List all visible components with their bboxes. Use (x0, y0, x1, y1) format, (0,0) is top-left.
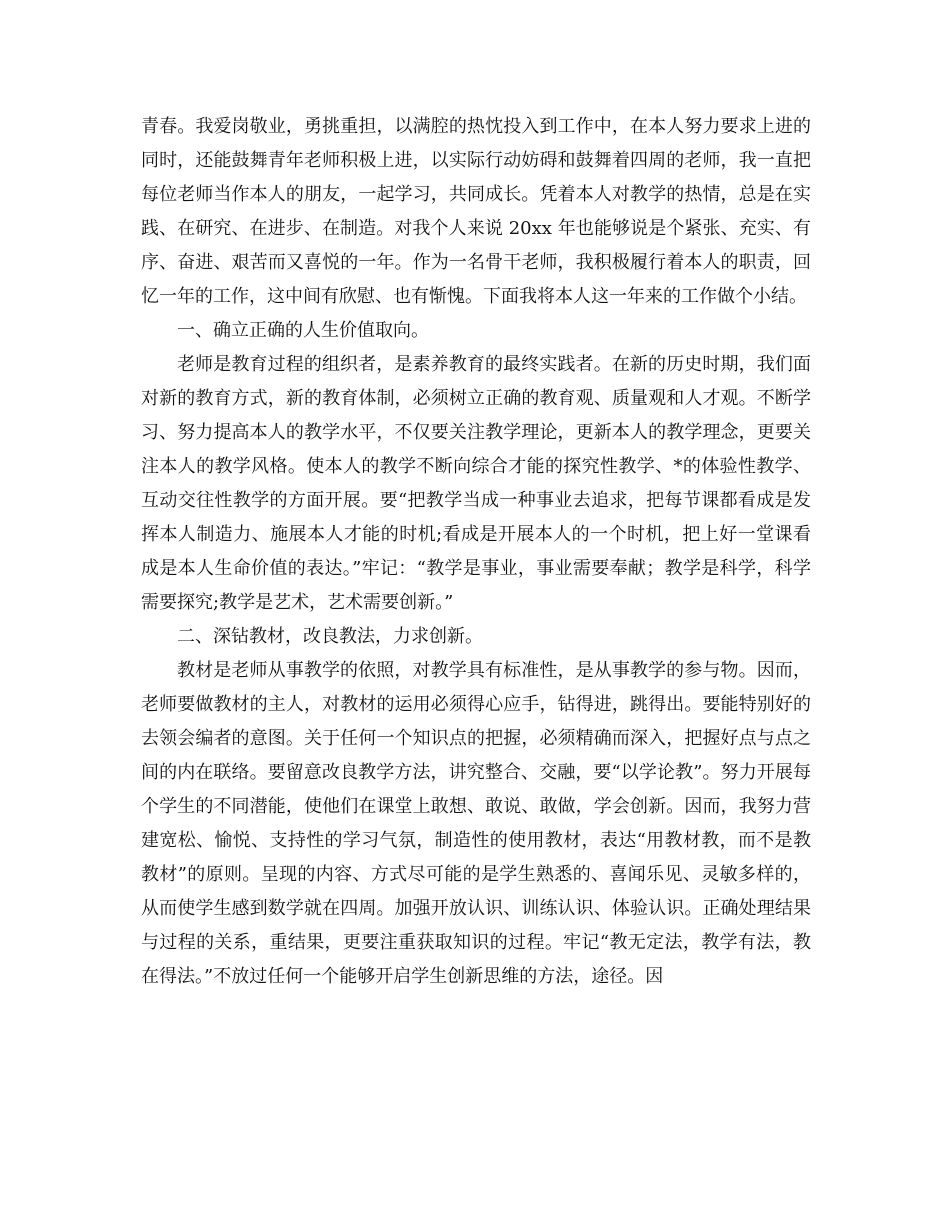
section-heading: 一、确立正确的人生价值取向。 (177, 320, 429, 341)
body-paragraph: 青春。我爱岗敬业，勇挑重担，以满腔的热忱投入到工作中，在本人努力要求上进的同时，还能鼓舞青年老师积极上进，以实际行动妨碍和鼓舞着四周的老师，我一直把每位老师当作本人的朋友，一起学习，共同成长。凭着本人对教学的热情，总是在实践、在研究、在进步、在制造。对我个人来说 20xx 年也能够说是个紧张、充实、有序、奋进、艰苦而又喜悦的一年。作为一名骨干老师，我积极履行着本人的职责，回忆一年的工作，这中间有欣慰、也有惭愧。下面我将本人这一年来的工作做个小结。 (141, 116, 811, 307)
body-paragraph: 教材是老师从事教学的依照，对教学具有标准性，是从事教学的参与物。因而，老师要做教材的主人，对教材的运用必须得心应手，钻得进，跳得出。要能特别好的去领会编者的意图。关于任何一个知识点的把握，必须精确而深入，把握好点与点之间的内在联络。要留意改良教学方法，讲究整合、交融，要“以学论教”。努力开展每个学生的不同潜能，使他们在课堂上敢想、敢说、敢做，学会创新。因而，我努力营建宽松、愉悦、支持性的学习气氛，制造性的使用教材，表达“用教材教，而不是教教材”的原则。呈现的内容、方式尽可能的是学生熟悉的、喜闻乐见、灵敏多样的，从而使学生感到数学就在四周。加强开放认识、训练认识、体验认识。正确处理结果与过程的关系，重结果，更要注重获取知识的过程。牢记“教无定法，教学有法，教在得法。”不放过任何一个能够开启学生创新思维的方法，途径。因 (141, 660, 811, 987)
document-body (141, 110, 811, 994)
section-heading: 二、深钻教材，改良教法，力求创新。 (177, 626, 483, 647)
body-paragraph: 老师是教育过程的组织者，是素养教育的最终实践者。在新的历史时期，我们面对新的教育方式，新的教育体制，必须树立正确的教育观、质量观和人才观。不断学习、努力提高本人的教学水平，不仅要关注教学理论，更新本人的教学理念，更要关注本人的教学风格。使本人的教学不断向综合才能的探究性教学、*的体验性教学、互动交往性教学的方面开展。要“把教学当成一种事业去追求，把每节课都看成是发挥本人制造力、施展本人才能的时机;看成是开展本人的一个时机，把上好一堂课看成是本人生命价值的表达。”牢记：“教学是事业，事业需要奉献；教学是科学，科学需要探究;教学是艺术，艺术需要创新。” (141, 354, 811, 613)
